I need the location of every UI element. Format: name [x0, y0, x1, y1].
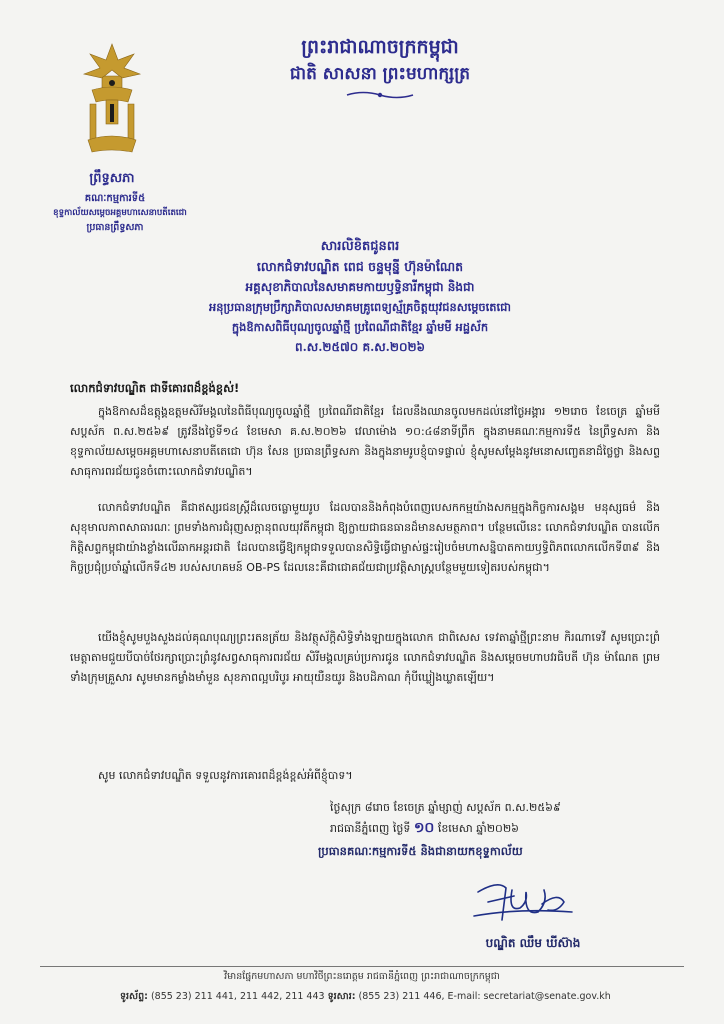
recipient-role-2: អនុប្រធានក្រុមប្រឹក្សាភិបាលសមាគមគ្រូពេទ្យស្ម័គ្រចិត្តយុវជនសម្ដេចតេជោ [209, 300, 511, 314]
phone-numbers: (855 23) 211 441, 211 442, 211 443 [150, 991, 325, 1002]
recipient-role-1: អគ្គសុខាភិបាលនៃសមាគមកាយឫទ្ធិនារីកម្ពុជា និងជា [245, 280, 475, 294]
commission-name: គណៈកម្មការទី៥ [84, 193, 146, 204]
signer-title: ប្រធានគណៈកម្មការទី៥ និងជានាយកខុទ្ទកាល័យ [318, 844, 523, 858]
footer-address: វិមានផ្នែកមហាសភា មហាវិថីព្រះនរោត្តម រាជធានីភ្នំពេញ ព្រះរាជាណាចក្រកម្ពុជា [224, 971, 500, 982]
fax-email: (855 23) 211 446, E-mail: secretariat@senate.gov.kh [358, 991, 611, 1002]
ornament-divider-icon [345, 90, 415, 100]
solar-date-suffix: ខែមេសា ឆ្នាំ២០២៦ [437, 822, 519, 835]
senate-emblem-icon [78, 40, 146, 158]
paragraph-2: លោកជំទាវបណ្ឌិត គឺជាឥស្សរជនស្ត្រីដ៏លេចធ្លោមួយរូប ដែលបាននិងកំពុងបំពេញបេសកកម្មយ៉ាងសកម្មក្នុងកិច្ចការសង្គម មនុស្សធម៌ និងសុខុមាលភាពសាធារណៈ ព្រមទាំងការជំរុញសក្ដានុពលយុវតីកម្ពុជា ឱ្យក្លាយជាធនធានដ៏មានសមត្ថភាព។ បន្ថែមលើនេះ លោកជំទាវបណ្ឌិត បានលើកកិត្តិសព្ទកម្ពុជាយ៉ាងខ្លាំងលើឆាកអន្តរជាតិ ដែលបានធ្វើឱ្យកម្ពុជាទទួលបានសិទ្ធិធ្វើជាម្ចាស់ផ្ទះរៀបចំមហាសន្និបាតកាយឫទ្ធិពិភពលោកលើកទី៣៩ និងកិច្ចប្រជុំប្រចាំឆ្នាំលើកទី៤២ របស់សហគមន៍ OB-PS ដែលនេះគឺជាជោគជ័យជាប្រវត្តិសាស្ត្របន្ថែមមួយទៀតរបស់កម្ពុជា។ [70, 501, 661, 574]
office-name: ខុទ្ទកាល័យសម្ដេចអគ្គមហាសេនាបតីតេជោ [53, 208, 187, 218]
footer-divider [40, 966, 684, 967]
letter-subject: សារលិខិតជូនពរ [320, 239, 400, 254]
occasion-line: ក្នុងឱកាសពិធីបុណ្យចូលឆ្នាំថ្មី ប្រពៃណីជាតិខ្មែរ ឆ្នាំមមី អដ្ឋស័ក [231, 320, 489, 334]
paragraph-4: សូម លោកជំទាវបណ្ឌិត ទទួលនូវការគោរពដ៏ខ្ពង់ខ្ពស់អំពីខ្ញុំបាទ។ [98, 769, 353, 782]
era-line: ព.ស.២៥៧០ គ.ស.២០២៦ [294, 340, 426, 354]
fax-label: ទូរសារ: [327, 991, 356, 1002]
handwritten-signature [468, 872, 578, 934]
lunar-date: ថ្ងៃសុក្រ ៨រោច ខែចេត្រ ឆ្នាំម្សាញ់ សប្តស័ក ព.ស.២៥៦៩ [330, 801, 561, 814]
footer-contacts [120, 990, 660, 1003]
recipient-name: លោកជំទាវបណ្ឌិត ពេជ ចន្ទមុន្នី ហ៊ុនម៉ាណែត [256, 259, 464, 274]
solar-date-day: ១០ [413, 820, 435, 836]
salutation: លោកជំទាវបណ្ឌិត ជាទីគោរពដ៏ខ្ពង់ខ្ពស់! [70, 381, 240, 395]
kingdom-name: ព្រះរាជាណាចក្រកម្ពុជា [301, 36, 459, 58]
institution-name: ព្រឹទ្ធសភា [89, 171, 135, 186]
signer-name: បណ្ឌិត ឈឹម ឃីស៊ាង [485, 936, 581, 950]
solar-date-prefix: រាជធានីភ្នំពេញ ថ្ងៃទី [330, 822, 411, 835]
phone-label: ទូរស័ព្ទ: [120, 991, 148, 1002]
president-title: ប្រធានព្រឹទ្ធសភា [86, 222, 144, 233]
solar-date [330, 818, 670, 839]
paragraph-1: ក្នុងឱកាសដ៏ឧត្ដុង្គឧត្ដមសិរីមង្គលនៃពិធីបុណ្យចូលឆ្នាំថ្មី ប្រពៃណីជាតិខ្មែរ ដែលនឹងឈានចូលមកដល់នៅថ្ងៃអង្គារ ១២រោច ខែចេត្រ ឆ្នាំមមី សប្តស័ក ព.ស.២៥៦៩ ត្រូវនឹងថ្ងៃទី១៤ ខែមេសា គ.ស.២០២៦ វេលាម៉ោង ១០:៤៨នាទីព្រឹក ក្នុងនាមគណៈកម្មការទី៥ នៃព្រឹទ្ធសភា និងខុទ្ទកាល័យសម្ដេចអគ្គមហាសេនាបតីតេជោ ហ៊ុន សែន ប្រធានព្រឹទ្ធសភា និងក្នុងនាមរូបខ្ញុំបាទផ្ទាល់ ខ្ញុំសូមសម្ដែងនូវមនោសញ្ចេតនាដ៏ថ្លៃថ្លា និងសព្ទសាធុការពរជ័យជូនចំពោះលោកជំទាវបណ្ឌិត។ [70, 405, 660, 478]
paragraph-3: យើងខ្ញុំសូមបួងសួងដល់គុណបុណ្យព្រះរតនត្រ័យ និងវត្ថុស័ក្តិសិទ្ធិទាំងឡាយក្នុងលោក ជាពិសេស ទេវតាឆ្នាំថ្មីព្រះនាម កិរណាទេវី សូមប្រោះព្រំមេត្តាតាមជួយបីបាច់ថែរក្សាប្រោះព្រំនូវសព្វសាធុការពរជ័យ សិរីមង្គលគ្រប់ប្រការជូន លោកជំទាវបណ្ឌិត និងសម្ដេចមហាបវរធិបតី ហ៊ុន ម៉ាណែត ព្រមទាំងក្រុមគ្រួសារ សូមមានកម្លាំងមាំមួន សុខភាពល្អបរិបូរ អាយុយឺនយូរ និងបដិភាណ កុំបីឃ្លៀងឃ្លាតឡើយ។ [70, 631, 660, 684]
national-motto: ជាតិ សាសនា ព្រះមហាក្សត្រ [289, 64, 471, 84]
